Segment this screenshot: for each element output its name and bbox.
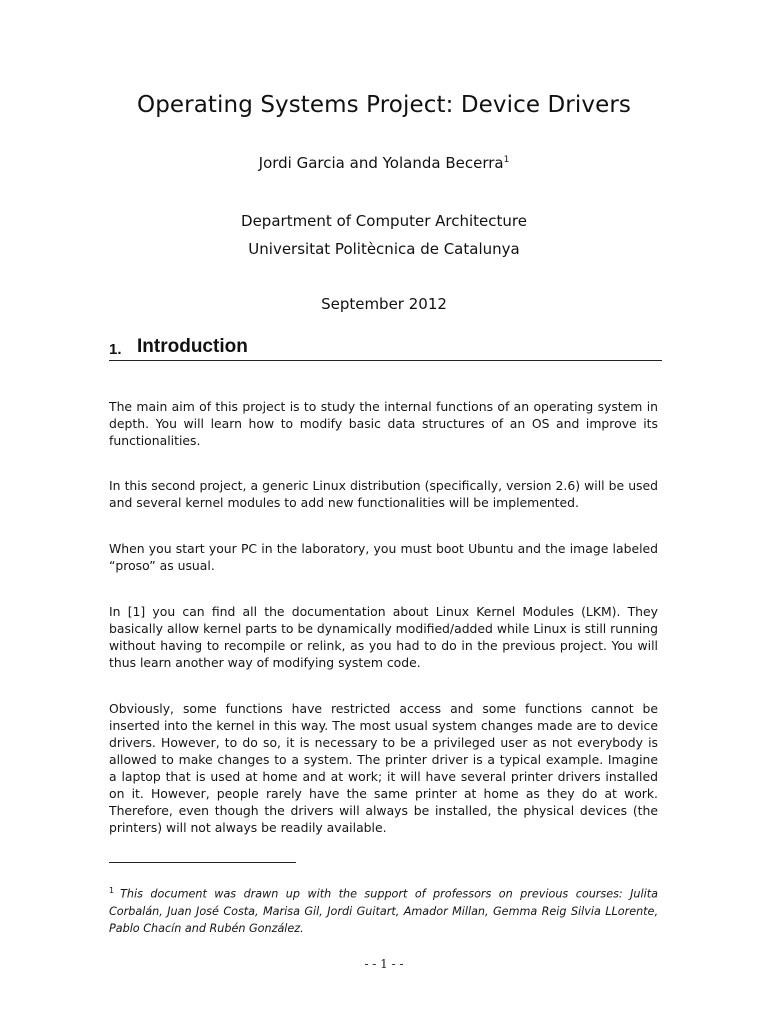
paragraph: When you start your PC in the laboratory, you must boot Ubuntu and the image labeled “proso” as usual.: [109, 541, 658, 573]
department: Department of Computer Architecture: [241, 212, 527, 230]
section-heading: [109, 336, 662, 361]
section-title: Introduction: [137, 336, 248, 357]
document-title: Operating Systems Project: Device Drivers: [137, 92, 631, 118]
paragraph: In this second project, a generic Linux distribution (specifically, version 2.6) will be used and several kernel modules to add new functionalities will be implemented.: [109, 478, 658, 510]
university: Universitat Politècnica de Catalunya: [248, 240, 520, 258]
footnote-divider: [109, 862, 296, 863]
authors-line: [0, 154, 768, 172]
paragraph: The main aim of this project is to study the internal functions of an operating system in depth. You will learn how to modify basic data structures of an OS and improve its functionalities.: [109, 399, 658, 448]
page-number: - - 1 - -: [364, 957, 404, 971]
section-number: 1.: [109, 341, 122, 358]
paragraph: In [1] you can find all the documentation about Linux Kernel Modules (LKM). They basically allow kernel parts to be dynamically modified/added while Linux is still running without having to recompile or relink, as you had to do in the previous project. You will thus learn another way of modifying system code.: [109, 604, 658, 670]
paragraph: Obviously, some functions have restricted access and some functions cannot be inserted into the kernel in this way. The most usual system changes made are to device drivers. However, to do so, it is necessary to be a privileged user as not everybody is allowed to make changes to a system. The printer driver is a typical example. Imagine a laptop that is used at home and at work; it will have several printer drivers installed on it. However, people rarely have the same printer at home as they do at work. Therefore, even though the drivers will always be installed, the physical devices (the printers) will not always be readily available.: [109, 701, 658, 835]
document-date: September 2012: [321, 295, 447, 313]
authors: Jordi Garcia and Yolanda Becerra: [258, 154, 504, 172]
footnote-mark: 1: [109, 886, 115, 895]
footnote-text: This document was drawn up with the support of professors on previous courses: Julita Corbalán, Juan José Costa, Marisa Gil, Jordi Guitart, Amador Millan, Gemma Reig Silvia LLorente, Pablo Chacín and Rubén González.: [109, 887, 658, 935]
authors-footnote-mark: 1: [503, 155, 510, 165]
footnote: [109, 882, 658, 937]
